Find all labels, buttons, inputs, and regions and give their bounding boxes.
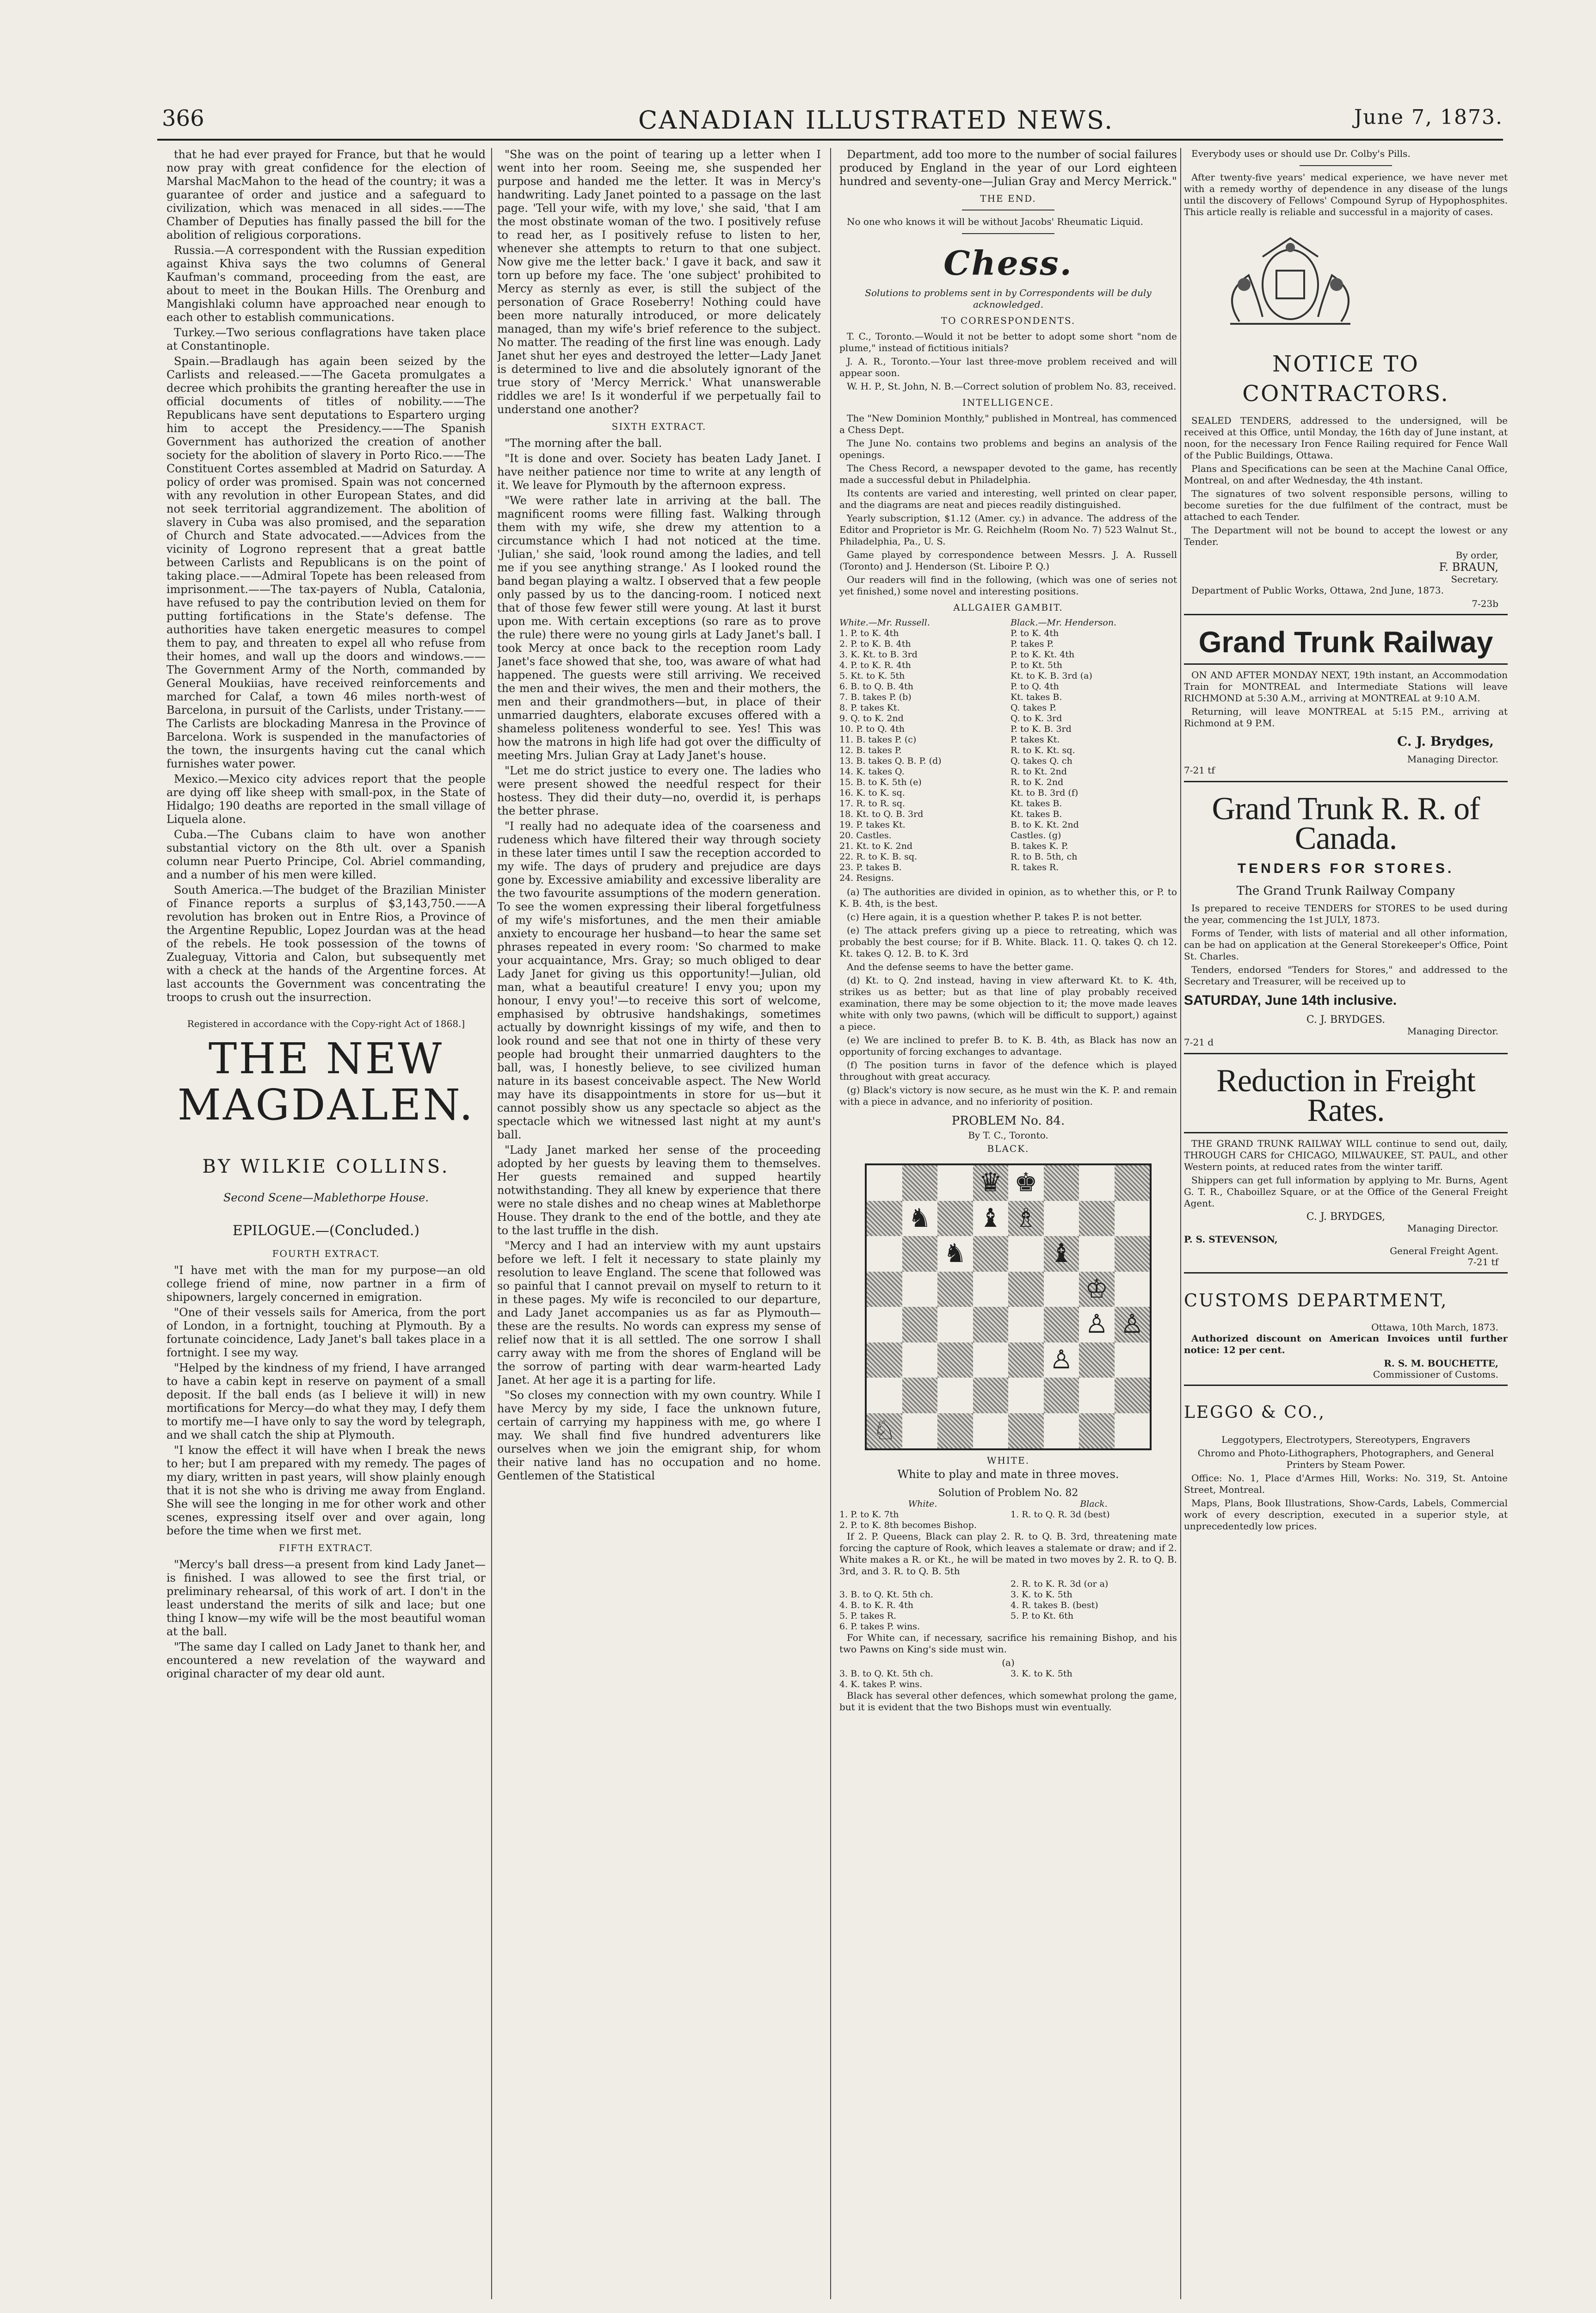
board-square	[902, 1236, 938, 1272]
black-move: P. takes Kt.	[1011, 735, 1060, 745]
board-square	[867, 1236, 902, 1272]
white-move: 5. Kt. to K. 5th	[839, 671, 905, 681]
black-move: 2. R. to K. R. 3d (or a)	[1011, 1579, 1109, 1589]
board-square	[902, 1165, 938, 1201]
solution-variation: (a)	[1002, 1657, 1015, 1668]
page-number: 366	[162, 105, 204, 131]
white-move: 15. B. to K. 5th (e)	[839, 777, 922, 787]
signer: C. J. Brydges,	[1397, 734, 1494, 749]
board-square	[902, 1413, 938, 1449]
solution-moves	[839, 1509, 1177, 1531]
board-square	[1008, 1342, 1044, 1378]
the-end: THE END.	[980, 193, 1036, 204]
paragraph: "It is done and over. Society has beaten Lady Janet. I have neither patience nor time to write at any length of it. We leave for Plymouth by the afternoon express.	[497, 452, 821, 492]
gtr-body: Returning, will leave MONTREAL at 5:15 P.M., arriving at Richmond at 9 P.M.	[1184, 706, 1508, 729]
paragraph: T. C., Toronto.—Would it not be better to adopt some short "nom de plume," instead of fictitious initials?	[839, 331, 1177, 353]
paragraph: The June No. contains two problems and begins an analysis of the openings.	[839, 438, 1177, 460]
paragraph: Yearly subscription, $1.12 (Amer. cy.) in advance. The address of the Editor and Proprietor is Mr. G. Reichhelm (Room No. 7) 523 Walnut St., Philadelphia, Pa., U. S.	[839, 513, 1177, 547]
paragraph: "So closes my connection with my own country. While I have Mercy by my side, I face the unknown future, certain of carrying my happiness with me, go where I may. We shall find five hundred adventurers like ourselves when we join the emigrant ship, for whom their native land has no occupation and no home. Gentlemen of the Statistical	[497, 1389, 821, 1482]
contractors-body: Plans and Specifications can be seen at the Machine Canal Office, Montreal, on and after Wednesday, the 4th instant.	[1184, 463, 1508, 486]
paragraph: (g) Black's victory is now secure, as he must win the K. P. and remain with a piece in advance, and no inferiority of position.	[839, 1084, 1177, 1107]
white-move	[839, 1579, 1006, 1589]
board-square: ♚	[1008, 1165, 1044, 1201]
divider	[1184, 1385, 1508, 1386]
stores-body: Forms of Tender, with lists of material and all other information, can be had on application at the General Storekeeper's Office, Point St. Charles.	[1184, 928, 1508, 962]
novel-text	[497, 437, 821, 1483]
scene-heading: Second Scene—Mablethorpe House.	[223, 1191, 429, 1204]
paragraph: "I really had no adequate idea of the coarseness and rudeness which have filtered their way through society in these later times until I saw the reception accorded to my wife. The days of prudery and prejudice are days gone by. Excessive amiability and excessive liberality are the two favourite assumptions of the modern generation. To see the women expressing their liberal forgetfulness of my wife's misfortunes, and the men their amiable anxiety to encourage her husband—to hear the same set phrases repeated in every room: 'So charmed to make your acquaintance, Mrs. Gray; so much obliged to dear Lady Janet for giving us this opportunity!—Julian, old man, what a beautiful creature! I envy you; upon my honour, I envy you!'—to receive this sort of welcome, emphasised by obtrusive handshakings, sometimes actually by downright kissings of my wife, and then to look round and see that not one in thirty of these very people had brought their unmarried daughters to the ball, was, I honestly believe, to see civilized human nature in its basest conceivable aspect. The New World may have its disappointments in store for us—but it cannot possibly show us any spectacle so abject as the spectacle which we witnessed last night at my aunt's ball.	[497, 820, 821, 1141]
board-square	[1044, 1201, 1079, 1237]
leggo-list: Leggotypers, Electrotypers, Stereotypers, Engravers	[1221, 1434, 1470, 1445]
signer-title: Managing Director.	[1407, 1026, 1498, 1037]
extract-heading: FIFTH EXTRACT.	[278, 1542, 374, 1553]
column-1	[166, 148, 486, 1682]
black-move: R. to Kt. 2nd	[1011, 767, 1067, 777]
board-square	[937, 1307, 973, 1342]
black-move: P. takes P.	[1011, 639, 1054, 649]
column-4	[1184, 148, 1508, 1534]
board-square	[902, 1272, 938, 1307]
contractors-title: NOTICE TO CONTRACTORS.	[1242, 351, 1449, 407]
black-move: R. takes R.	[1011, 862, 1059, 872]
ad-code: 7-21 tf	[1467, 1256, 1498, 1268]
board-square	[867, 1165, 902, 1201]
fellows-ad: After twenty-five years' medical experience, we have never met with a remedy worthy of dependence in any disease of the lungs until the discovery of Fellows' Compound Syrup of Hypophosphites. This article really is reliable and successful in a majority of cases.	[1184, 172, 1508, 217]
paragraph: "We were rather late in arriving at the ball. The magnificent rooms were filling fast. Walking through them with my wife, she drew my attention to a circumstance which I had not noticed at the time. 'Julian,' she said, 'look round among the ladies, and tell me if you see anything strange.' As I looked round the band began playing a waltz. I observed that a few people only passed by us to the dancing-room. I noticed next that of those few fewer still were young. At last it burst upon me. With certain exceptions (so rare as to prove the rule) there were no young girls at Lady Janet's ball. I took Mercy at once back to the reception room Lady Janet's face showed that she, too, was aware of what had happened. The guests were still arriving. We received the men and their wives, the men and their mothers, the men and their grandmothers—but, in place of their unmarried daughters, elaborate excuses offered with a shameless politeness wonderful to see. Yes! This was how the matrons in high life had got over the difficulty of meeting Mrs. Julian Gray at Lady Janet's house.	[497, 494, 821, 762]
black-move: B. to K. Kt. 2nd	[1011, 820, 1079, 830]
board-square: ♙	[1115, 1307, 1150, 1342]
board-square	[1008, 1307, 1044, 1342]
black-label: BLACK.	[987, 1143, 1029, 1154]
game-moves-list	[839, 628, 1177, 884]
board-square	[1079, 1236, 1115, 1272]
black-move: Q. to K. 3rd	[1011, 713, 1062, 724]
white-label: WHITE.	[986, 1455, 1030, 1466]
paragraph: "I have met with the man for my purpose—an old college friend of mine, now partner in a firm of shipowners, largely concerned in emigration.	[166, 1264, 486, 1304]
chess-board	[865, 1163, 1152, 1450]
customs-body: Ottawa, 10th March, 1873.	[1371, 1322, 1498, 1333]
signer: C. J. BRYDGES,	[1306, 1211, 1386, 1223]
signer-title: Managing Director.	[1407, 1223, 1498, 1234]
board-square	[902, 1378, 938, 1413]
paragraph: "Mercy's ball dress—a present from kind Lady Janet—is finished. I was allowed to see the first trial, or preliminary rehearsal, of this work of art. I don't in the least understand the merits of silk and lace; but one thing I know—my wife will be the most beautiful woman at the ball.	[166, 1558, 486, 1638]
black-move	[1011, 873, 1177, 884]
news-summary	[166, 148, 486, 1004]
paragraph: "She was on the point of tearing up a letter when I went into her room. Seeing me, she suspended her purpose and handed me the letter. It was in Mercy's handwriting. Lady Janet pointed to a passage on the last page. 'Tell your wife, with my love,' she said, 'that I am the most obstinate woman of the two. I positively refuse to read her, as I positively refuse to listen to her, whenever she attempts to return to that one subject. Now give me the letter back.' I gave it back, and saw it torn up before my face. The 'one subject' prohibited to Mercy as sternly as ever, is still the subject of the personation of Grace Roseberry! Nothing could have been more naturally introduced, or more delicately managed, than my wife's brief reference to the subject. No matter. The reading of the first line was enough. Lady Janet shut her eyes and destroyed the letter—Lady Janet is determined to live and die absolutely ignorant of the true story of 'Mercy Merrick.' What unanswerable riddles we are! Is it wonderful if we perpetually fail to understand one another?	[497, 148, 821, 416]
black-move: 4. R. takes B. (best)	[1011, 1600, 1098, 1610]
board-square	[973, 1413, 1009, 1449]
paragraph: (e) We are inclined to prefer B. to K. B. 4th, as Black has now an opportunity of forcing exchanges to advantage.	[839, 1034, 1177, 1057]
white-move: 13. B. takes Q. B. P. (d)	[839, 756, 942, 766]
board-square	[1008, 1272, 1044, 1307]
black-move: P. to Q. 4th	[1011, 681, 1059, 692]
extract-heading: FOURTH EXTRACT.	[272, 1248, 380, 1259]
board-square	[1008, 1236, 1044, 1272]
black-move	[1011, 1679, 1177, 1690]
solution-moves	[839, 1579, 1177, 1632]
signer-title: Managing Director.	[1407, 754, 1498, 765]
correspondents-list	[839, 331, 1177, 392]
board-square: ♘	[867, 1413, 902, 1449]
white-move: 17. R. to R. sq.	[839, 798, 906, 809]
paragraph: "The morning after the ball.	[505, 437, 662, 450]
white-move: 4. B. to K. R. 4th	[839, 1600, 913, 1610]
divider	[1184, 1272, 1508, 1274]
freight-title: Reduction in Freight Rates.	[1216, 1063, 1475, 1128]
white-move: 6. B. to Q. B. 4th	[839, 681, 914, 692]
signer-title: Commissioner of Customs.	[1373, 1369, 1498, 1380]
saturday-deadline: SATURDAY, June 14th inclusive.	[1184, 993, 1397, 1008]
paragraph: W. H. P., St. John, N. B.—Correct solution of problem No. 83, received.	[847, 381, 1177, 392]
black-move: Kt. takes B.	[1011, 809, 1062, 819]
stores-body: Tenders, endorsed "Tenders for Stores," and addressed to the Secretary and Treasurer, will be received up to	[1184, 964, 1508, 987]
paragraph: (f) The position turns in favor of the defence which is played throughout with great accuracy.	[839, 1059, 1177, 1082]
board-square	[1115, 1272, 1150, 1307]
white-move: 23. P. takes B.	[839, 862, 902, 872]
board-square	[867, 1342, 902, 1378]
gambit-heading: ALLGAIER GAMBIT.	[953, 602, 1063, 613]
board-square	[867, 1378, 902, 1413]
header-rule	[157, 139, 1503, 141]
problem-title: PROBLEM No. 84.	[951, 1114, 1065, 1128]
dept-line: Department of Public Works, Ottawa, 2nd June, 1873.	[1191, 585, 1444, 596]
game-intro: Game played by correspondence between Messrs. J. A. Russell (Toronto) and J. Henderson (St. Liboire P. Q.)	[839, 549, 1177, 572]
colby-ad: Everybody uses or should use Dr. Colby's Pills.	[1191, 148, 1411, 159]
chess-note: Solutions to problems sent in by Correspondents will be duly acknowledged.	[865, 287, 1152, 310]
black-move: P. to K. 4th	[1011, 628, 1059, 638]
black-move: Kt. to B. 3rd (f)	[1011, 788, 1078, 798]
paragraph: Cuba.—The Cubans claim to have won another substantial victory on the 8th ult. over a Spanish column near Puerto Principe, Col. Abriel commanding, and a number of his men were killed.	[166, 828, 486, 881]
novel-author: BY WILKIE COLLINS.	[202, 1156, 450, 1177]
black-move: Kt. takes B.	[1011, 692, 1062, 702]
black-move: Kt. to K. B. 3rd (a)	[1011, 671, 1092, 681]
black-move: R. to B. 5th, ch	[1011, 852, 1078, 862]
novel-text	[166, 1558, 486, 1681]
black-move	[1011, 1520, 1177, 1531]
ad-code: 7-23b	[1472, 598, 1498, 609]
black-move: 3. K. to K. 5th	[1011, 1669, 1072, 1679]
board-square	[1079, 1378, 1115, 1413]
column-3	[839, 148, 1177, 1715]
stores-body: Is prepared to receive TENDERS for STORES to be used during the year, commencing the 1st JULY, 1873.	[1184, 903, 1508, 925]
board-square	[1008, 1413, 1044, 1449]
board-square	[902, 1342, 938, 1378]
problem-author: By T. C., Toronto.	[968, 1130, 1048, 1141]
column-2	[497, 148, 821, 1484]
white-move: 4. P. to K. R. 4th	[839, 660, 911, 670]
issue-date: June 7, 1873.	[1354, 105, 1503, 129]
novel-text	[166, 1264, 486, 1538]
stores-title: TENDERS FOR STORES.	[1237, 861, 1454, 876]
board-square	[867, 1201, 902, 1237]
royal-crest-icon	[1184, 229, 1397, 331]
masthead: CANADIAN ILLUSTRATED NEWS.	[638, 105, 1114, 135]
board-square	[1044, 1307, 1079, 1342]
stores-body: The Grand Trunk Railway Company	[1236, 884, 1455, 898]
gtrc-title: Grand Trunk R. R. of Canada.	[1212, 791, 1480, 856]
white-move: 19. P. takes Kt.	[839, 820, 906, 830]
board-square	[1079, 1165, 1115, 1201]
white-move: 3. B. to Q. Kt. 5th ch.	[839, 1589, 933, 1600]
white-move: 24. Resigns.	[839, 873, 894, 883]
leggo-list: Chromo and Photo-Lithographers, Photographers, and General Printers by Steam Power.	[1197, 1447, 1494, 1470]
white-player: White.—Mr. Russell.	[839, 618, 930, 628]
white-move: 2. P. to K. B. 4th	[839, 639, 911, 649]
paragraph: (e) The attack prefers giving up a piece to retreating, which was probably the best course; for if B. White. Black. 11. Q. takes Q. ch 12. Kt. takes Q. 12. B. to K. 3rd	[839, 925, 1177, 959]
divider	[1300, 165, 1392, 166]
paragraph: J. A. R., Toronto.—Your last three-move problem received and will appear soon.	[839, 356, 1177, 378]
novel-title: THE NEW MAGDALEN.	[177, 1034, 475, 1130]
paragraph: Russia.—A correspondent with the Russian expedition against Khiva says the two columns of General Kaufman's command, proceeding from the east, are about to meet in the Boukan Hills. The Orenburg and Mangishlaki column have approached near enough to each other to establish communications.	[166, 244, 486, 324]
solution-title: Solution of Problem No. 82	[938, 1487, 1078, 1499]
board-square: ♗	[1008, 1201, 1044, 1237]
black-move: 1. R. to Q. R. 3d (best)	[1011, 1509, 1110, 1520]
black-move: P. to Kt. 5th	[1011, 660, 1062, 670]
board-square	[973, 1236, 1009, 1272]
solution-moves	[839, 1669, 1177, 1690]
white-move: 9. Q. to K. 2nd	[839, 713, 904, 724]
freight-body: Shippers can get full information by applying to Mr. Burns, Agent G. T. R., Chaboillez Square, or at the Office of the General Freight Agent.	[1184, 1175, 1508, 1209]
board-square	[973, 1307, 1009, 1342]
divider	[1184, 1132, 1508, 1133]
board-square: ♛	[973, 1165, 1009, 1201]
signer: P. S. STEVENSON,	[1184, 1234, 1278, 1245]
intelligence-list	[839, 413, 1177, 547]
paragraph: (a) The authorities are divided in opinion, as to whether this, or P. to K. B. 4th, is the best.	[839, 886, 1177, 909]
signer-title: Secretary.	[1451, 574, 1498, 585]
board-square	[973, 1378, 1009, 1413]
column-divider	[830, 148, 831, 2299]
section-heading: TO CORRESPONDENTS.	[941, 315, 1076, 326]
black-move: B. takes K. P.	[1011, 841, 1068, 851]
black-move: P. to K. Kt. 4th	[1011, 649, 1075, 660]
board-square	[937, 1201, 973, 1237]
white-move: 16. K. to K. sq.	[839, 788, 905, 798]
paragraph: "I know the effect it will have when I break the news to her; but I am prepared with my remedy. The pages of my diary, written in past years, will show plainly enough that it is not she who is driving me away from England. She will see the longing in me for other work and other scenes, expressing itself over and over again, long before the time when we first met.	[166, 1444, 486, 1537]
board-square	[1115, 1201, 1150, 1237]
chess-heading: Chess.	[943, 243, 1073, 283]
black-move: R. to K. Kt. sq.	[1011, 745, 1075, 755]
game-moves	[839, 618, 1177, 628]
board-square	[1079, 1342, 1115, 1378]
divider	[1184, 1053, 1508, 1054]
leggo-title: LEGGO & CO.,	[1184, 1403, 1325, 1422]
paragraph: (d) Kt. to Q. 2nd instead, having in view afterward Kt. to K. 4th, strikes us as better; but as that line of play probably received examination, there may be some objection to it; the move made leaves white with only two pawns, (which will be difficult to support,) against a piece.	[839, 975, 1177, 1032]
divider	[962, 233, 1054, 234]
paragraph: Spain.—Bradlaugh has again been seized by the Carlists and released.——The Gaceta promulgates a decree which prohibits the granting hereafter the use in official documents of titles of nobility.——The Republicans have sent deputations to Espartero urging him to accept the Presidency.——The Spanish Government has authorized the creation of another society for the abolition of slavery in Porto Rico.——The Constituent Cortes assembled at Madrid on Saturday. A policy of order was promised. Spain was not concerned with any revolution in other European States, and did not seek territorial aggrandizement. The abolition of slavery in Cuba was also promised, and the separation of Church and State advocated.——Advices from the vicinity of Logrono represent that a great battle between Carlists and Republicans is on the point of taking place.——Admiral Topete has been released from imprisonment.——The tax-payers of Nubla, Catalonia, have refused to pay the contribution levied on them for putting fortifications in the State's defense. The authorities have taken energetic measures to compel them to pay, and threaten to expel all who refuse from their homes, and wall up the doors and windows.——The Government Army of the North, commanded by General Moukiias, have received reinforcements and marched for Calaf, a town 46 miles north-west of Barcelona, in pursuit of the Carlists, under Tristany.——The Carlists are blockading Manresa in the Province of Barcelona. Work is suspended in the manufactories of the town, the insurgents having cut the canal which furnishes water power.	[166, 355, 486, 770]
white-move: 1. P. to K. 7th	[839, 1509, 899, 1520]
paragraph: And the defense seems to have the better game.	[847, 961, 1074, 972]
board-square	[937, 1378, 973, 1413]
divider	[1184, 614, 1508, 615]
board-square	[1008, 1378, 1044, 1413]
black-move: 3. K. to K. 5th	[1011, 1589, 1072, 1600]
board-square	[937, 1342, 973, 1378]
paragraph: The "New Dominion Monthly," published in Montreal, has commenced a Chess Dept.	[839, 413, 1177, 435]
board-square	[902, 1307, 938, 1342]
board-square: ♝	[1044, 1236, 1079, 1272]
board-square	[973, 1342, 1009, 1378]
contractors-body: SEALED TENDERS, addressed to the undersigned, will be received at this Office, until Monday, the 16th day of June instant, at noon, for the necessary Iron Fence Railing required for Fence Wall of the Public Buildings, Ottawa.	[1184, 415, 1508, 461]
black-player: Black.—Mr. Henderson.	[1011, 618, 1117, 628]
game-notes	[839, 886, 1177, 1107]
divider	[1184, 781, 1508, 782]
board-square	[1115, 1236, 1150, 1272]
game-intro: Our readers will find in the following, (which was one of series not yet finished,) some novel and interesting positions.	[839, 574, 1177, 597]
paragraph: "Mercy and I had an interview with my aunt upstairs before we left. I felt it necessary to state plainly my resolution to leave England. The scene that followed was so painful that I cannot prevail on myself to return to it in these pages. My wife is reconciled to our departure, and Lady Janet accompanies us as far as Plymouth—these are the results. No words can express my sense of relief now that it is all settled. The one sorrow I shall carry away with me from the shores of England will be the sorrow of parting with dear warm-hearted Lady Janet. At her age it is a parting for life.	[497, 1239, 821, 1386]
solution-text: If 2. P. Queens, Black can play 2. R. to Q. B. 3rd, threatening mate forcing the capture of Rook, which leaves a stalemate or draw; and if 2. White makes a R. or Kt., he will be mated in two moves by 2. R. to Q. B. 3rd, and 3. R. to Q. B. 5th	[839, 1531, 1177, 1577]
board-square	[937, 1272, 973, 1307]
contractors-body: The signatures of two solvent responsible persons, willing to become sureties for the due fulfilment of the contract, must be attached to each Tender.	[1184, 488, 1508, 522]
white-move: 3. K. Kt. to B. 3rd	[839, 649, 918, 660]
contractors-body: The Department will not be bound to accept the lowest or any Tender.	[1184, 525, 1508, 547]
ad-code: 7-21 tf	[1184, 765, 1215, 776]
board-square: ♙	[1079, 1307, 1115, 1342]
board-square	[1044, 1272, 1079, 1307]
board-square	[1044, 1378, 1079, 1413]
jacobs-ad: No one who knows it will be without Jacobs' Rheumatic Liquid.	[847, 216, 1143, 227]
black-move: Q. takes Q. ch	[1011, 756, 1072, 766]
sol-black: Black.	[1080, 1499, 1108, 1509]
board-square: ♙	[1044, 1342, 1079, 1378]
white-move: 7. B. takes P. (b)	[839, 692, 912, 702]
white-move: 14. K. takes Q.	[839, 767, 905, 777]
copyright-notice: Registered in accordance with the Copy-right Act of 1868.]	[187, 1018, 465, 1029]
by-order: By order,	[1455, 550, 1498, 561]
paragraph: The Chess Record, a newspaper devoted to the game, has recently made a successful debut in Philadelphia.	[839, 463, 1177, 485]
signer: R. S. M. BOUCHETTE,	[1384, 1358, 1498, 1369]
paragraph: Mexico.—Mexico city advices report that the people are dying off like sheep with small-pox, in the State of Hidalgo; 190 deaths are reported in the small village of Liquela alone.	[166, 773, 486, 826]
signer: C. J. BRYDGES.	[1306, 1014, 1386, 1026]
leggo-body: Maps, Plans, Book Illustrations, Show-Cards, Labels, Commercial work of every description, executed in a superior style, at unprecedentedly low prices.	[1184, 1497, 1508, 1532]
white-move: 6. P. takes P. wins.	[839, 1621, 920, 1632]
solution-header	[839, 1499, 1177, 1509]
board-square: ♔	[1079, 1272, 1115, 1307]
board-square	[937, 1413, 973, 1449]
extract-heading: SIXTH EXTRACT.	[611, 421, 707, 432]
board-square	[1079, 1413, 1115, 1449]
customs-title: CUSTOMS DEPARTMENT,	[1184, 1290, 1448, 1311]
gtr-title: Grand Trunk Railway	[1198, 625, 1493, 659]
white-move: 10. P. to Q. 4th	[839, 724, 905, 734]
white-move: 20. Castles.	[839, 830, 892, 841]
board-square	[867, 1272, 902, 1307]
signer: F. BRAUN,	[1439, 561, 1498, 574]
board-square	[867, 1307, 902, 1342]
solution-text: For White can, if necessary, sacrifice his remaining Bishop, and his two Pawns on King's side must win.	[839, 1632, 1177, 1655]
ad-code: 7-21 d	[1184, 1037, 1214, 1048]
leggo-office: Office: No. 1, Place d'Armes Hill, Works: No. 319, St. Antoine Street, Montreal.	[1184, 1472, 1508, 1495]
paragraph: "Let me do strict justice to every one. The ladies who were present showed the needful respect for their hostess. They did their duty—no, overdid it, is perhaps the better phrase.	[497, 764, 821, 817]
black-move: Kt. takes B.	[1011, 798, 1062, 809]
board-square	[1115, 1378, 1150, 1413]
board-square: ♞	[937, 1236, 973, 1272]
board-square	[1115, 1413, 1150, 1449]
paragraph: "The same day I called on Lady Janet to thank her, and encountered a new revelation of the wayward and original character of my dear old aunt.	[166, 1640, 486, 1680]
freight-body: THE GRAND TRUNK RAILWAY WILL continue to send out, daily, THROUGH CARS for CHICAGO, MILWAUKEE, ST. PAUL, and other Western points, at reduced rates from the winter tariff.	[1184, 1138, 1508, 1172]
epilogue-heading: EPILOGUE.—(Concluded.)	[232, 1223, 420, 1239]
board-square	[937, 1165, 973, 1201]
paragraph: Its contents are varied and interesting, well printed on clear paper, and the diagrams are neat and pieces readily distinguished.	[839, 488, 1177, 510]
sol-white: White.	[908, 1499, 937, 1509]
board-square	[973, 1272, 1009, 1307]
novel-conclusion: Department, add too more to the number of social failures produced by England in the year of our Lord eighteen hundred and seventy-one—Julian Gray and Mercy Merrick."	[839, 148, 1177, 188]
solution-text: Black has several other defences, which somewhat prolong the game, but it is evident that the two Bishops must win eventually.	[839, 1690, 1177, 1713]
section-heading: INTELLIGENCE.	[962, 397, 1054, 408]
board-square: ♞	[902, 1201, 938, 1237]
black-move: R. to K. 2nd	[1011, 777, 1064, 787]
signer-title: General Freight Agent.	[1390, 1245, 1498, 1256]
white-move: 12. B. takes P.	[839, 745, 902, 755]
white-move: 5. P. takes R.	[839, 1611, 897, 1621]
gtr-body: ON AND AFTER MONDAY NEXT, 19th instant, an Accommodation Train for MONTREAL and Intermediate Stations will leave RICHMOND at 5:30 A.M., arriving at MONTREAL at 9:10 A.M.	[1184, 669, 1508, 704]
divider	[1184, 663, 1508, 665]
column-divider	[1180, 148, 1181, 2299]
white-move: 2. P. to K. 8th becomes Bishop.	[839, 1520, 977, 1530]
paragraph: "Lady Janet marked her sense of the proceeding adopted by her guests by leaving them to themselves. Her guests remained and supped heartily notwithstanding. They all knew by experience that there were no stale dishes and no cheap wines at Mablethorpe House. They drank to the end of the bottle, and they ate to the last truffle in the dish.	[497, 1144, 821, 1237]
paragraph: that he had ever prayed for France, but that he would now pray with great confidence for the election of Marshal MacMahon to the head of the country; it was a guarantee of order and justice and a safeguard to civilization, which was menaced in all sides.——The Chamber of Deputies has finally passed the bill for the abolition of religious corporations.	[166, 148, 486, 241]
board-square	[1115, 1342, 1150, 1378]
problem-caption: White to play and mate in three moves.	[897, 1468, 1119, 1481]
white-move: 21. Kt. to K. 2nd	[839, 841, 913, 851]
paragraph: South America.—The budget of the Brazilian Minister of Finance reports a surplus of $3,143,750.——A revolution has broken out in Entre Rios, a Province of the Argentine Republic, Lopez Jourdan was at the head of the rebels. He took possession of the towns of Zualeguay, Vittoria and Calon, but subsequently met with a check at the hands of the Argentine forces. At last accounts the Government was concentrating the troops to crush out the insurrection.	[166, 884, 486, 1004]
black-move: Castles. (g)	[1011, 830, 1061, 841]
board-square: ♝	[973, 1201, 1009, 1237]
paragraph: Turkey.—Two serious conflagrations have taken place at Constantinople.	[166, 326, 486, 353]
page-header	[162, 105, 1503, 147]
column-divider	[491, 148, 492, 2299]
white-move: 18. Kt. to Q. B. 3rd	[839, 809, 924, 819]
white-move: 8. P. takes Kt.	[839, 703, 900, 713]
black-move	[1011, 1621, 1177, 1632]
black-move: Q. takes P.	[1011, 703, 1057, 713]
paragraph: "Helped by the kindness of my friend, I have arranged to have a cabin kept in reserve on payment of a small deposit. If the ball ends (as I believe it will) in new mortifications for Mercy—do what they may, I defy them to mortify me—I have only to say the word by telegraph, and we shall catch the ship at Plymouth.	[166, 1361, 486, 1441]
board-square	[1044, 1165, 1079, 1201]
customs-body: Authorized discount on American Invoices until further notice: 12 per cent.	[1184, 1333, 1508, 1355]
white-move: 3. B. to Q. Kt. 5th ch.	[839, 1669, 933, 1679]
white-move: 4. K. takes P. wins.	[839, 1679, 923, 1689]
white-move: 11. B. takes P. (c)	[839, 735, 917, 745]
board-square	[1115, 1165, 1150, 1201]
novel-text	[497, 148, 821, 416]
paragraph: (c) Here again, it is a question whether P. takes P. is not better.	[847, 911, 1142, 922]
board-square	[1044, 1413, 1079, 1449]
paragraph: "One of their vessels sails for America, from the port of London, in a fortnight, touching at Plymouth. By a fortunate coincidence, Lady Janet's ball takes place in a fortnight. I see my way.	[166, 1306, 486, 1359]
white-move: 1. P. to K. 4th	[839, 628, 899, 638]
white-move: 22. R. to K. B. sq.	[839, 852, 918, 862]
board-square	[1079, 1201, 1115, 1237]
black-move: P. to K. B. 3rd	[1011, 724, 1072, 734]
black-move: 5. P. to Kt. 6th	[1011, 1611, 1074, 1621]
